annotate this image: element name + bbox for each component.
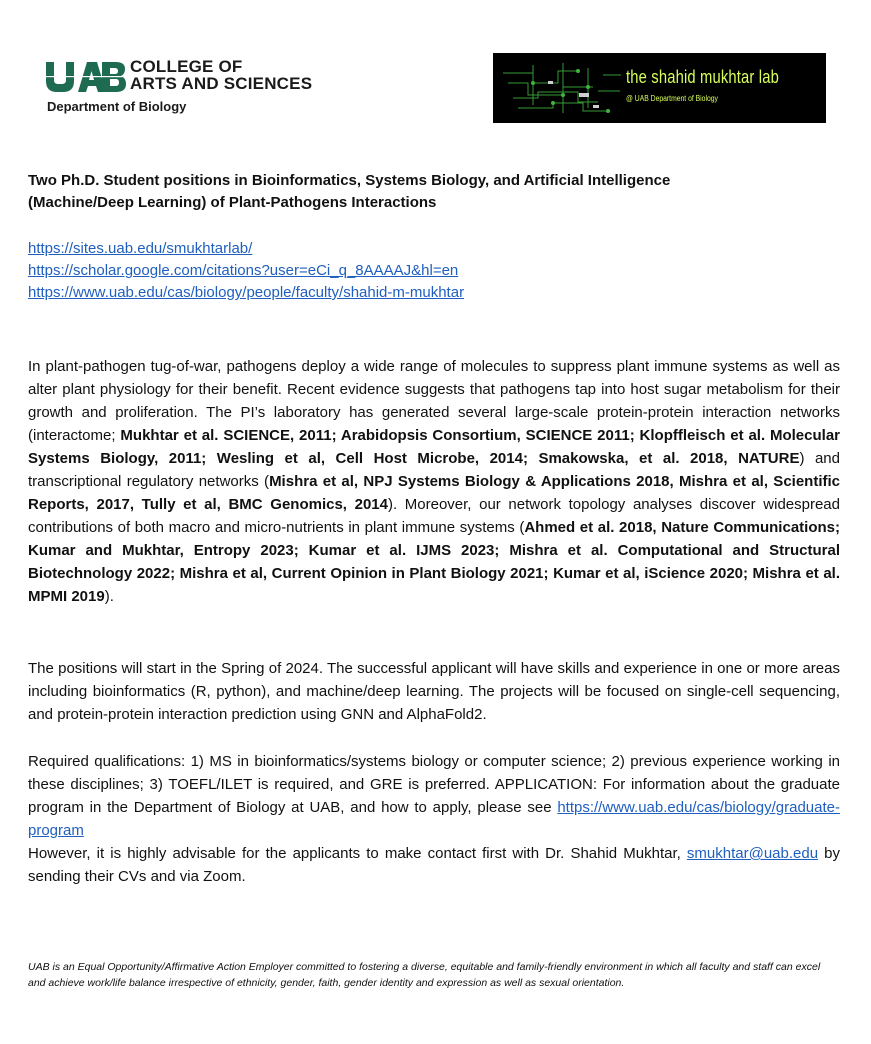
college-name bbox=[130, 58, 312, 92]
qualifications-paragraph bbox=[28, 750, 840, 888]
research-text-1: In plant-pathogen tug-of-war, pathogens deploy a wide range of molecules to suppress plant immune systems as well as alter plant physiology for their benefit. Recent evidence suggests that pathogens tap into host sugar metabolism for their growth and proliferation. The PI’s laboratory has generated several large-scale protein-protein interaction networks (interactome; bbox=[28, 358, 840, 444]
department-name: Department of Biology bbox=[47, 99, 187, 114]
contact-text: However, it is highly advisable for the applicants to make contact first with Dr. Shahid Mukhtar, bbox=[28, 845, 687, 862]
regulatory-citations: Mishra et al, NPJ Systems Biology & Applications 2018, Mishra et al, Scientific Reports, 2017, Tully et al, BMC Genomics, 2014 bbox=[28, 473, 840, 513]
lab-website-link[interactable]: https://sites.uab.edu/smukhtarlab/ bbox=[28, 240, 253, 257]
research-text-3: ). Moreover, our network topology analyses discover widespread contributions of both macro and micro-nutrients in plant immune systems ( bbox=[28, 496, 840, 536]
faculty-profile-link[interactable]: https://www.uab.edu/cas/biology/people/faculty/shahid-m-mukhtar bbox=[28, 284, 465, 301]
research-text-4: ). bbox=[104, 588, 114, 605]
lab-subtitle: @ UAB Department of Biology bbox=[626, 94, 718, 103]
contact-text-end: by sending their CVs and via Zoom. bbox=[28, 845, 841, 885]
qualifications-text: Required qualifications: 1) MS in bioinformatics/systems biology or computer science; 2) previous experience working in these disciplines; 3) TOEFL/ILET is required, and GRE is preferred. APPLICATION: For information about the graduate program in the Department of Biology at UAB, and how to apply, please see bbox=[28, 753, 840, 816]
college-line-1: COLLEGE OF bbox=[130, 57, 243, 76]
uab-college-logo bbox=[44, 58, 344, 118]
uab-mark-logo bbox=[44, 62, 126, 92]
google-scholar-link[interactable]: https://scholar.google.com/citations?user=eCi_q_8AAAAJ&hl=en bbox=[28, 262, 459, 279]
interactome-citations: Mukhtar et al. SCIENCE, 2011; Arabidopsis Consortium, SCIENCE 2011; Klopffleisch et al. Molecular Systems Biology, 2011; Wesling et al, Cell Host Microbe, 2014; Smakowska, et al. 2018, NATURE bbox=[28, 427, 841, 467]
circuit-graphic-icon bbox=[493, 53, 633, 123]
heading-line-1: Two Ph.D. Student positions in Bioinformatics, Systems Biology, and Artificial Intelligence bbox=[28, 172, 671, 189]
graduate-program-link[interactable]: https://www.uab.edu/cas/biology/graduate-program bbox=[28, 799, 840, 839]
lab-banner bbox=[493, 53, 826, 123]
college-line-2: ARTS AND SCIENCES bbox=[130, 74, 313, 93]
heading-line-2: (Machine/Deep Learning) of Plant-Pathogens Interactions bbox=[28, 194, 437, 211]
research-paragraph bbox=[28, 355, 840, 608]
positions-paragraph: The positions will start in the Spring of 2024. The successful applicant will have skills and experience in one or more areas including bioinformatics (R, python), and machine/deep learning. The projects will be focused on single-cell sequencing, and protein-protein interaction prediction using GNN and AlphaFold2. bbox=[28, 660, 840, 723]
position-heading bbox=[28, 170, 840, 214]
nutrient-citations: Ahmed et al. 2018, Nature Communications; Kumar and Mukhtar, Entropy 2023; Kumar et al. IJMS 2023; Mishra et al. Computational and Structural Biotechnology 2022; Mishra et al, Current Opinion in Plant Biology 2021; Kumar et al, iScience 2020; Mishra et al. MPMI 2019 bbox=[28, 519, 840, 605]
research-text-2: ) and transcriptional regulatory networks ( bbox=[28, 450, 840, 490]
eeo-statement: UAB is an Equal Opportunity/Affirmative Action Employer committed to fostering a diverse, equitable and family-friendly environment in which all faculty and staff can excel and achieve work/life balance irrespective of ethnicity, gender, faith, gender identity and expression as well as sexual orientation. bbox=[28, 961, 821, 989]
lab-links bbox=[28, 238, 840, 304]
lab-title: the shahid mukhtar lab bbox=[626, 67, 779, 87]
email-link[interactable]: smukhtar@uab.edu bbox=[686, 845, 819, 862]
